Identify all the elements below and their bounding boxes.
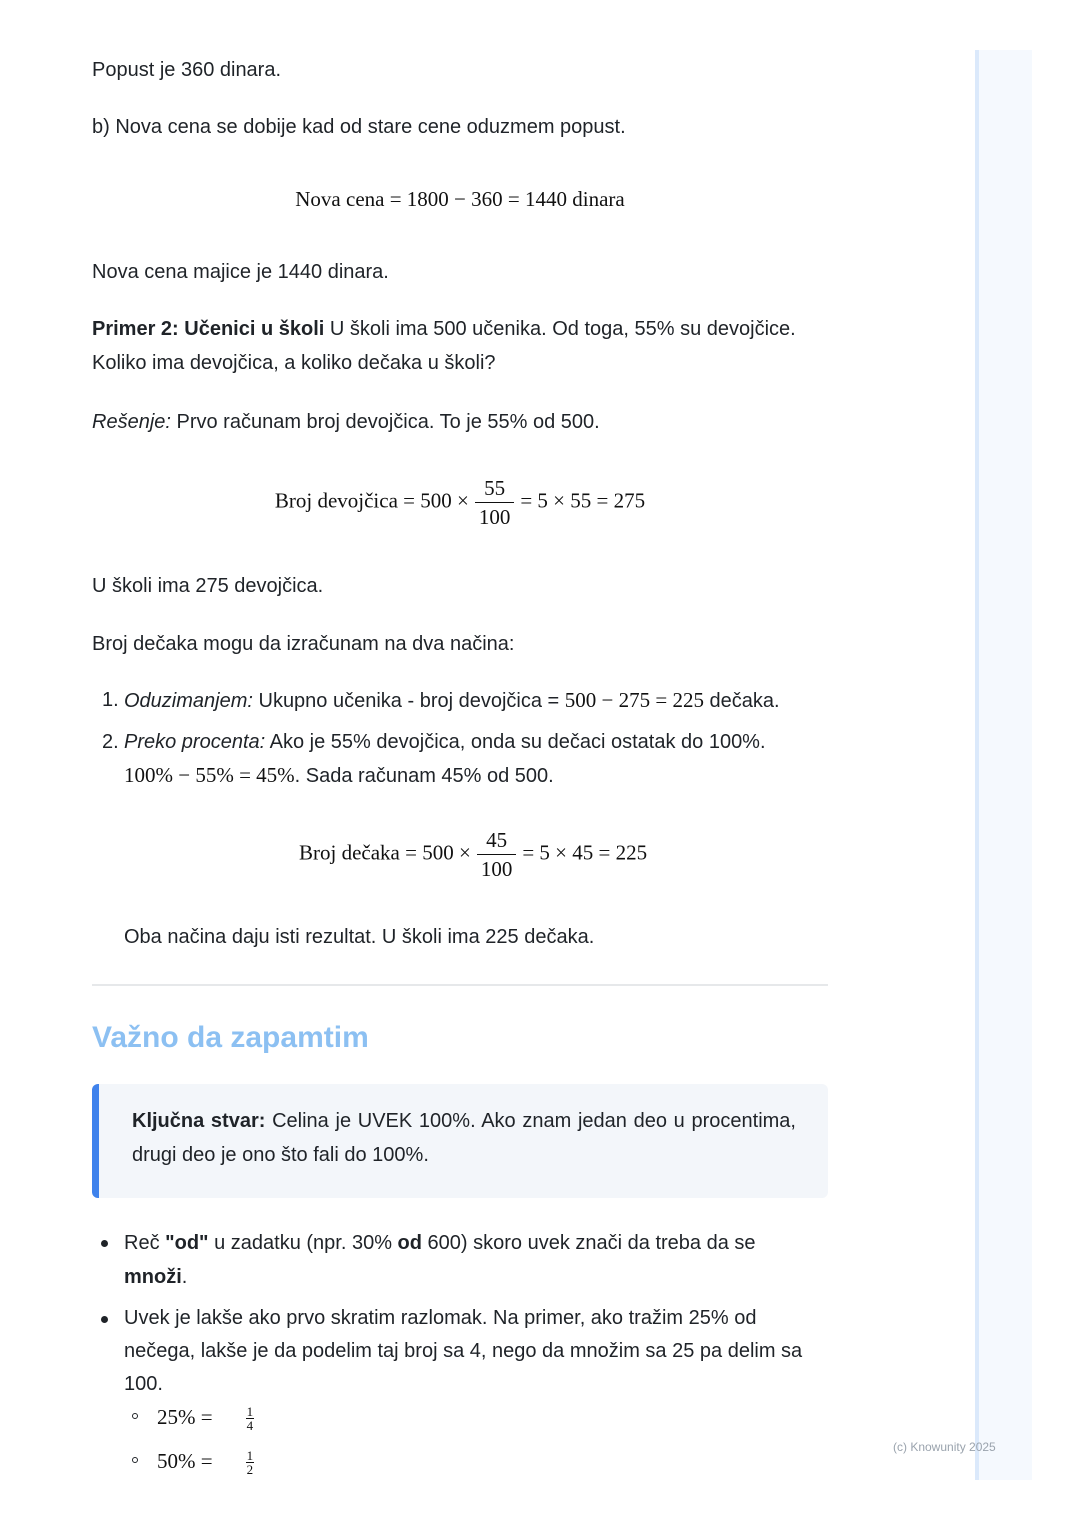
sub-list-item [124, 1444, 254, 1479]
fraction-numerator: 55 [475, 474, 515, 503]
fraction-45-100 [477, 826, 517, 883]
sub-list-item [124, 1400, 254, 1435]
section-divider [92, 984, 828, 986]
bullet-icon [101, 1240, 108, 1247]
list-item [102, 683, 828, 718]
list-item-label: Oduzimanjem: [124, 690, 253, 712]
fraction-numerator: 1 [246, 1404, 254, 1420]
list-item-math: 100% − 55% = 45% [124, 763, 295, 787]
resenje-text: Prvo računam broj devojčica. To je 55% od 500. [170, 411, 600, 433]
bullet-text: . [181, 1266, 188, 1288]
list-item-label: Preko procenta: [124, 731, 266, 753]
fraction-numerator: 1 [246, 1448, 254, 1464]
list-item-after: . Sada računam 45% od 500. [294, 765, 554, 787]
primer-2-title: Primer 2: Učenici u školi [92, 318, 325, 340]
callout-text: Celina je UVEK 100%. Ako znam jedan deo u procentima, drugi deo je ono što fali do 100%. [132, 1110, 796, 1166]
equation-decaci [124, 826, 828, 883]
paragraph-primer-2 [92, 312, 828, 380]
fraction-denominator: 100 [478, 505, 511, 529]
list-item-text: Ukupno učenika - broj devojčica = [252, 690, 565, 712]
bullet-text: 600) skoro uvek znači da treba da se [421, 1232, 756, 1254]
bullet-text: Reč [124, 1232, 166, 1254]
eq-devojcice-right: = 5 × 55 = 275 [520, 488, 646, 513]
sub-item-left: 25% = [157, 1405, 213, 1429]
fraction-numerator: 45 [477, 826, 517, 855]
bullet-icon [101, 1316, 108, 1323]
circle-bullet-icon [132, 1413, 138, 1419]
fraction-1-4 [246, 1405, 255, 1432]
eq-decaci-right: = 5 × 45 = 225 [522, 840, 648, 865]
fraction-denominator: 100 [480, 857, 513, 881]
bullet-text: u zadatku (npr. 30% [208, 1232, 398, 1254]
fraction-denominator: 4 [246, 1418, 254, 1434]
paragraph-b: b) Nova cena se dobije kad od stare cene oduzmem popust. [92, 116, 626, 138]
paragraph-oba-nacina: Oba načina daju isti rezultat. U školi ima 225 dečaka. [124, 926, 595, 948]
equation-nova-cena: Nova cena = 1800 − 360 = 1440 dinara [295, 187, 625, 211]
paragraph-decaci-intro: Broj dečaka mogu da izračunam na dva načina: [92, 633, 515, 655]
list-item [92, 1226, 828, 1294]
bullet-bold: množi [124, 1266, 182, 1288]
circle-bullet-icon [132, 1457, 138, 1463]
list-number: 2. [102, 731, 119, 753]
bullet-text: Uvek je lakše ako prvo skratim razlomak. Na primer, ako tražim 25% od nečega, lakše je da podelim taj broj sa 4, nego da množim sa 25 pa delim sa 100. [124, 1307, 803, 1395]
paragraph-popust: Popust je 360 dinara. [92, 59, 282, 81]
list-number: 1. [102, 689, 119, 711]
fraction-1-2 [246, 1449, 255, 1476]
paragraph-resenje [92, 405, 828, 439]
list-item-text: Ako je 55% devojčica, onda su dečaci ostatak do 100%. [265, 731, 766, 753]
fraction-denominator: 2 [246, 1462, 254, 1478]
paragraph-devojcice: U školi ima 275 devojčica. [92, 575, 324, 597]
bullet-bold: "od" [165, 1232, 209, 1254]
key-point-callout [92, 1084, 828, 1198]
equation-devojcice [92, 474, 828, 531]
sub-item-left: 50% = [157, 1449, 213, 1473]
bullet-bold: od [397, 1232, 422, 1254]
copyright-watermark: (c) Knowunity 2025 [893, 1440, 996, 1454]
sidebar-border [975, 50, 979, 1480]
primer-2-text: U školi ima 500 učenika. Od toga, 55% su devojčice. Koliko ima devojčica, a koliko dečaka u školi? [92, 318, 796, 374]
list-item-after: dečaka. [703, 690, 780, 712]
paragraph-nova-cena: Nova cena majice je 1440 dinara. [92, 261, 389, 283]
eq-devojcice-left: Broj devojčica = 500 × [274, 488, 469, 513]
section-heading: Važno da zapamtim [92, 1021, 369, 1054]
resenje-label: Rešenje: [92, 411, 171, 433]
list-item [92, 1302, 828, 1401]
callout-label: Ključna stvar: [132, 1110, 266, 1132]
list-item-math: 500 − 275 = 225 [564, 688, 704, 712]
right-sidebar-panel [975, 50, 1032, 1480]
eq-decaci-left: Broj dečaka = 500 × [299, 840, 471, 865]
list-item [102, 726, 828, 793]
fraction-55-100 [475, 474, 515, 531]
